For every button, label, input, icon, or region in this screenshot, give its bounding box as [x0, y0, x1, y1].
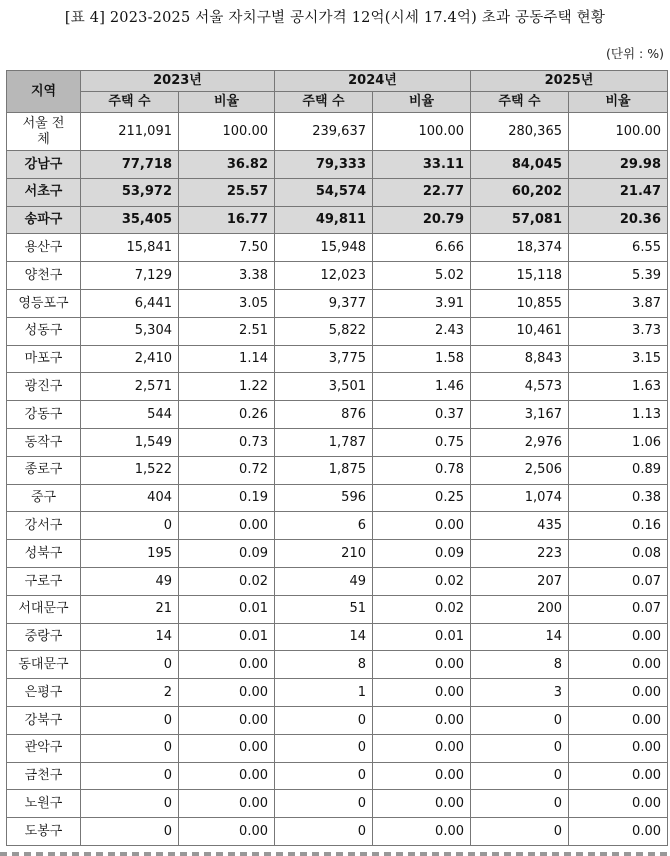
ratio-cell: 0.02 [373, 567, 471, 595]
ratio-cell: 0.02 [373, 595, 471, 623]
house-count-cell: 12,023 [275, 262, 373, 290]
table-row [7, 262, 668, 290]
house-count-cell: 0 [471, 762, 569, 790]
house-count-cell: 280,365 [471, 113, 569, 151]
ratio-cell: 1.14 [179, 345, 275, 373]
table-row [7, 790, 668, 818]
house-count-cell: 51 [275, 595, 373, 623]
ratio-cell: 29.98 [569, 151, 668, 179]
house-count-cell: 0 [81, 762, 179, 790]
header-year-2024: 2024년 [275, 71, 471, 92]
ratio-cell: 0.73 [179, 428, 275, 456]
table-row [7, 151, 668, 179]
region-name: 강남구 [7, 151, 81, 179]
ratio-cell: 0.00 [569, 706, 668, 734]
table-row [7, 373, 668, 401]
house-count-cell: 0 [81, 512, 179, 540]
ratio-cell: 0.00 [569, 679, 668, 707]
header-ratio-2025: 비율 [569, 92, 668, 113]
region-name: 용산구 [7, 234, 81, 262]
ratio-cell: 1.46 [373, 373, 471, 401]
ratio-cell: 0.00 [179, 512, 275, 540]
table-row [7, 706, 668, 734]
region-name: 동대문구 [7, 651, 81, 679]
ratio-cell: 0.00 [179, 734, 275, 762]
ratio-cell: 0.09 [373, 540, 471, 568]
ratio-cell: 0.89 [569, 456, 668, 484]
ratio-cell: 2.43 [373, 317, 471, 345]
table-row [7, 289, 668, 317]
ratio-cell: 1.06 [569, 428, 668, 456]
house-count-cell: 2,506 [471, 456, 569, 484]
ratio-cell: 1.13 [569, 401, 668, 429]
ratio-cell: 3.15 [569, 345, 668, 373]
ratio-cell: 0.16 [569, 512, 668, 540]
ratio-cell: 0.02 [179, 567, 275, 595]
ratio-cell: 0.37 [373, 401, 471, 429]
house-count-cell: 10,461 [471, 317, 569, 345]
house-count-cell: 404 [81, 484, 179, 512]
house-count-cell: 2,571 [81, 373, 179, 401]
house-count-cell: 2,976 [471, 428, 569, 456]
house-count-cell: 876 [275, 401, 373, 429]
housing-table [6, 70, 668, 846]
house-count-cell: 0 [81, 818, 179, 846]
ratio-cell: 0.75 [373, 428, 471, 456]
ratio-cell: 0.72 [179, 456, 275, 484]
house-count-cell: 0 [471, 706, 569, 734]
ratio-cell: 22.77 [373, 178, 471, 206]
house-count-cell: 79,333 [275, 151, 373, 179]
ratio-cell: 3.91 [373, 289, 471, 317]
ratio-cell: 25.57 [179, 178, 275, 206]
table-row [7, 456, 668, 484]
house-count-cell: 0 [81, 706, 179, 734]
table-row [7, 345, 668, 373]
house-count-cell: 77,718 [81, 151, 179, 179]
house-count-cell: 14 [81, 623, 179, 651]
region-name: 서울 전체 [7, 113, 81, 151]
ratio-cell: 100.00 [373, 113, 471, 151]
house-count-cell: 4,573 [471, 373, 569, 401]
region-name: 은평구 [7, 679, 81, 707]
house-count-cell: 0 [275, 706, 373, 734]
ratio-cell: 0.01 [179, 623, 275, 651]
house-count-cell: 5,822 [275, 317, 373, 345]
ratio-cell: 0.00 [569, 651, 668, 679]
header-count-2025: 주택 수 [471, 92, 569, 113]
house-count-cell: 10,855 [471, 289, 569, 317]
house-count-cell: 0 [471, 790, 569, 818]
house-count-cell: 84,045 [471, 151, 569, 179]
header-region: 지역 [7, 71, 81, 113]
table-row [7, 178, 668, 206]
header-count-2023: 주택 수 [81, 92, 179, 113]
table-row [7, 818, 668, 846]
house-count-cell: 195 [81, 540, 179, 568]
ratio-cell: 0.07 [569, 567, 668, 595]
ratio-cell: 0.78 [373, 456, 471, 484]
ratio-cell: 5.39 [569, 262, 668, 290]
house-count-cell: 3 [471, 679, 569, 707]
house-count-cell: 49,811 [275, 206, 373, 234]
table-row [7, 317, 668, 345]
house-count-cell: 239,637 [275, 113, 373, 151]
house-count-cell: 7,129 [81, 262, 179, 290]
table-row [7, 113, 668, 151]
ratio-cell: 3.73 [569, 317, 668, 345]
ratio-cell: 0.00 [179, 818, 275, 846]
house-count-cell: 49 [81, 567, 179, 595]
ratio-cell: 6.55 [569, 234, 668, 262]
ratio-cell: 0.38 [569, 484, 668, 512]
table-row [7, 206, 668, 234]
ratio-cell: 3.05 [179, 289, 275, 317]
house-count-cell: 0 [471, 734, 569, 762]
ratio-cell: 0.00 [569, 762, 668, 790]
region-name: 성북구 [7, 540, 81, 568]
ratio-cell: 0.00 [569, 790, 668, 818]
house-count-cell: 54,574 [275, 178, 373, 206]
ratio-cell: 1.58 [373, 345, 471, 373]
region-name: 구로구 [7, 567, 81, 595]
region-name: 도봉구 [7, 818, 81, 846]
table-title: [표 4] 2023-2025 서울 자치구별 공시가격 12억(시세 17.4억) 초과 공동주택 현황 [64, 10, 606, 26]
ratio-cell: 1.63 [569, 373, 668, 401]
house-count-cell: 2,410 [81, 345, 179, 373]
house-count-cell: 0 [275, 818, 373, 846]
house-count-cell: 0 [81, 734, 179, 762]
house-count-cell: 544 [81, 401, 179, 429]
header-count-2024: 주택 수 [275, 92, 373, 113]
house-count-cell: 0 [81, 790, 179, 818]
house-count-cell: 8,843 [471, 345, 569, 373]
house-count-cell: 596 [275, 484, 373, 512]
region-name: 관악구 [7, 734, 81, 762]
house-count-cell: 0 [275, 762, 373, 790]
table-row [7, 401, 668, 429]
ratio-cell: 0.00 [179, 679, 275, 707]
ratio-cell: 20.79 [373, 206, 471, 234]
house-count-cell: 14 [275, 623, 373, 651]
house-count-cell: 21 [81, 595, 179, 623]
house-count-cell: 60,202 [471, 178, 569, 206]
ratio-cell: 0.00 [373, 679, 471, 707]
ratio-cell: 0.19 [179, 484, 275, 512]
header-ratio-2023: 비율 [179, 92, 275, 113]
ratio-cell: 36.82 [179, 151, 275, 179]
house-count-cell: 0 [275, 734, 373, 762]
house-count-cell: 6 [275, 512, 373, 540]
house-count-cell: 223 [471, 540, 569, 568]
table-row [7, 512, 668, 540]
house-count-cell: 211,091 [81, 113, 179, 151]
region-name: 중랑구 [7, 623, 81, 651]
house-count-cell: 0 [81, 651, 179, 679]
region-name: 영등포구 [7, 289, 81, 317]
house-count-cell: 2 [81, 679, 179, 707]
house-count-cell: 207 [471, 567, 569, 595]
region-name: 마포구 [7, 345, 81, 373]
ratio-cell: 0.09 [179, 540, 275, 568]
ratio-cell: 100.00 [569, 113, 668, 151]
house-count-cell: 3,167 [471, 401, 569, 429]
ratio-cell: 100.00 [179, 113, 275, 151]
table-row [7, 679, 668, 707]
ratio-cell: 0.00 [179, 651, 275, 679]
region-name: 성동구 [7, 317, 81, 345]
house-count-cell: 3,775 [275, 345, 373, 373]
ratio-cell: 33.11 [373, 151, 471, 179]
ratio-cell: 0.00 [179, 706, 275, 734]
region-name: 노원구 [7, 790, 81, 818]
table-row [7, 484, 668, 512]
house-count-cell: 1,074 [471, 484, 569, 512]
region-name: 종로구 [7, 456, 81, 484]
region-name: 양천구 [7, 262, 81, 290]
ratio-cell: 0.25 [373, 484, 471, 512]
house-count-cell: 14 [471, 623, 569, 651]
table-row [7, 428, 668, 456]
header-year-2023: 2023년 [81, 71, 275, 92]
house-count-cell: 5,304 [81, 317, 179, 345]
house-count-cell: 1,522 [81, 456, 179, 484]
ratio-cell: 0.00 [569, 623, 668, 651]
ratio-cell: 3.38 [179, 262, 275, 290]
house-count-cell: 15,841 [81, 234, 179, 262]
region-name: 송파구 [7, 206, 81, 234]
region-name: 동작구 [7, 428, 81, 456]
header-year-2025: 2025년 [471, 71, 668, 92]
table-row [7, 567, 668, 595]
region-name: 강동구 [7, 401, 81, 429]
ratio-cell: 1.22 [179, 373, 275, 401]
ratio-cell: 0.07 [569, 595, 668, 623]
ratio-cell: 0.00 [373, 818, 471, 846]
ratio-cell: 6.66 [373, 234, 471, 262]
ratio-cell: 0.01 [373, 623, 471, 651]
ratio-cell: 0.00 [373, 734, 471, 762]
region-name: 광진구 [7, 373, 81, 401]
ratio-cell: 0.00 [569, 734, 668, 762]
house-count-cell: 1,875 [275, 456, 373, 484]
header-ratio-2024: 비율 [373, 92, 471, 113]
house-count-cell: 0 [275, 790, 373, 818]
house-count-cell: 49 [275, 567, 373, 595]
house-count-cell: 435 [471, 512, 569, 540]
ratio-cell: 16.77 [179, 206, 275, 234]
ratio-cell: 20.36 [569, 206, 668, 234]
table-row [7, 651, 668, 679]
house-count-cell: 6,441 [81, 289, 179, 317]
ratio-cell: 0.00 [373, 790, 471, 818]
house-count-cell: 210 [275, 540, 373, 568]
ratio-cell: 21.47 [569, 178, 668, 206]
region-name: 강서구 [7, 512, 81, 540]
house-count-cell: 1 [275, 679, 373, 707]
house-count-cell: 57,081 [471, 206, 569, 234]
ratio-cell: 5.02 [373, 262, 471, 290]
house-count-cell: 15,118 [471, 262, 569, 290]
house-count-cell: 8 [275, 651, 373, 679]
ratio-cell: 0.00 [373, 762, 471, 790]
ratio-cell: 3.87 [569, 289, 668, 317]
house-count-cell: 200 [471, 595, 569, 623]
table-row [7, 540, 668, 568]
cut-off-next-line [0, 852, 670, 856]
house-count-cell: 3,501 [275, 373, 373, 401]
ratio-cell: 7.50 [179, 234, 275, 262]
house-count-cell: 8 [471, 651, 569, 679]
unit-note: (단위 : %) [606, 46, 664, 61]
table-row [7, 762, 668, 790]
house-count-cell: 9,377 [275, 289, 373, 317]
table-body [7, 113, 668, 846]
ratio-cell: 0.00 [373, 512, 471, 540]
ratio-cell: 0.26 [179, 401, 275, 429]
ratio-cell: 0.01 [179, 595, 275, 623]
ratio-cell: 0.00 [373, 651, 471, 679]
house-count-cell: 35,405 [81, 206, 179, 234]
table-row [7, 623, 668, 651]
region-name: 금천구 [7, 762, 81, 790]
ratio-cell: 0.00 [179, 762, 275, 790]
ratio-cell: 0.00 [179, 790, 275, 818]
house-count-cell: 0 [471, 818, 569, 846]
region-name: 서초구 [7, 178, 81, 206]
region-name: 강북구 [7, 706, 81, 734]
region-name: 서대문구 [7, 595, 81, 623]
house-count-cell: 53,972 [81, 178, 179, 206]
table-row [7, 734, 668, 762]
table-row [7, 234, 668, 262]
house-count-cell: 1,787 [275, 428, 373, 456]
house-count-cell: 1,549 [81, 428, 179, 456]
ratio-cell: 0.00 [569, 818, 668, 846]
table-row [7, 595, 668, 623]
house-count-cell: 18,374 [471, 234, 569, 262]
house-count-cell: 15,948 [275, 234, 373, 262]
ratio-cell: 0.08 [569, 540, 668, 568]
region-name: 중구 [7, 484, 81, 512]
ratio-cell: 0.00 [373, 706, 471, 734]
ratio-cell: 2.51 [179, 317, 275, 345]
